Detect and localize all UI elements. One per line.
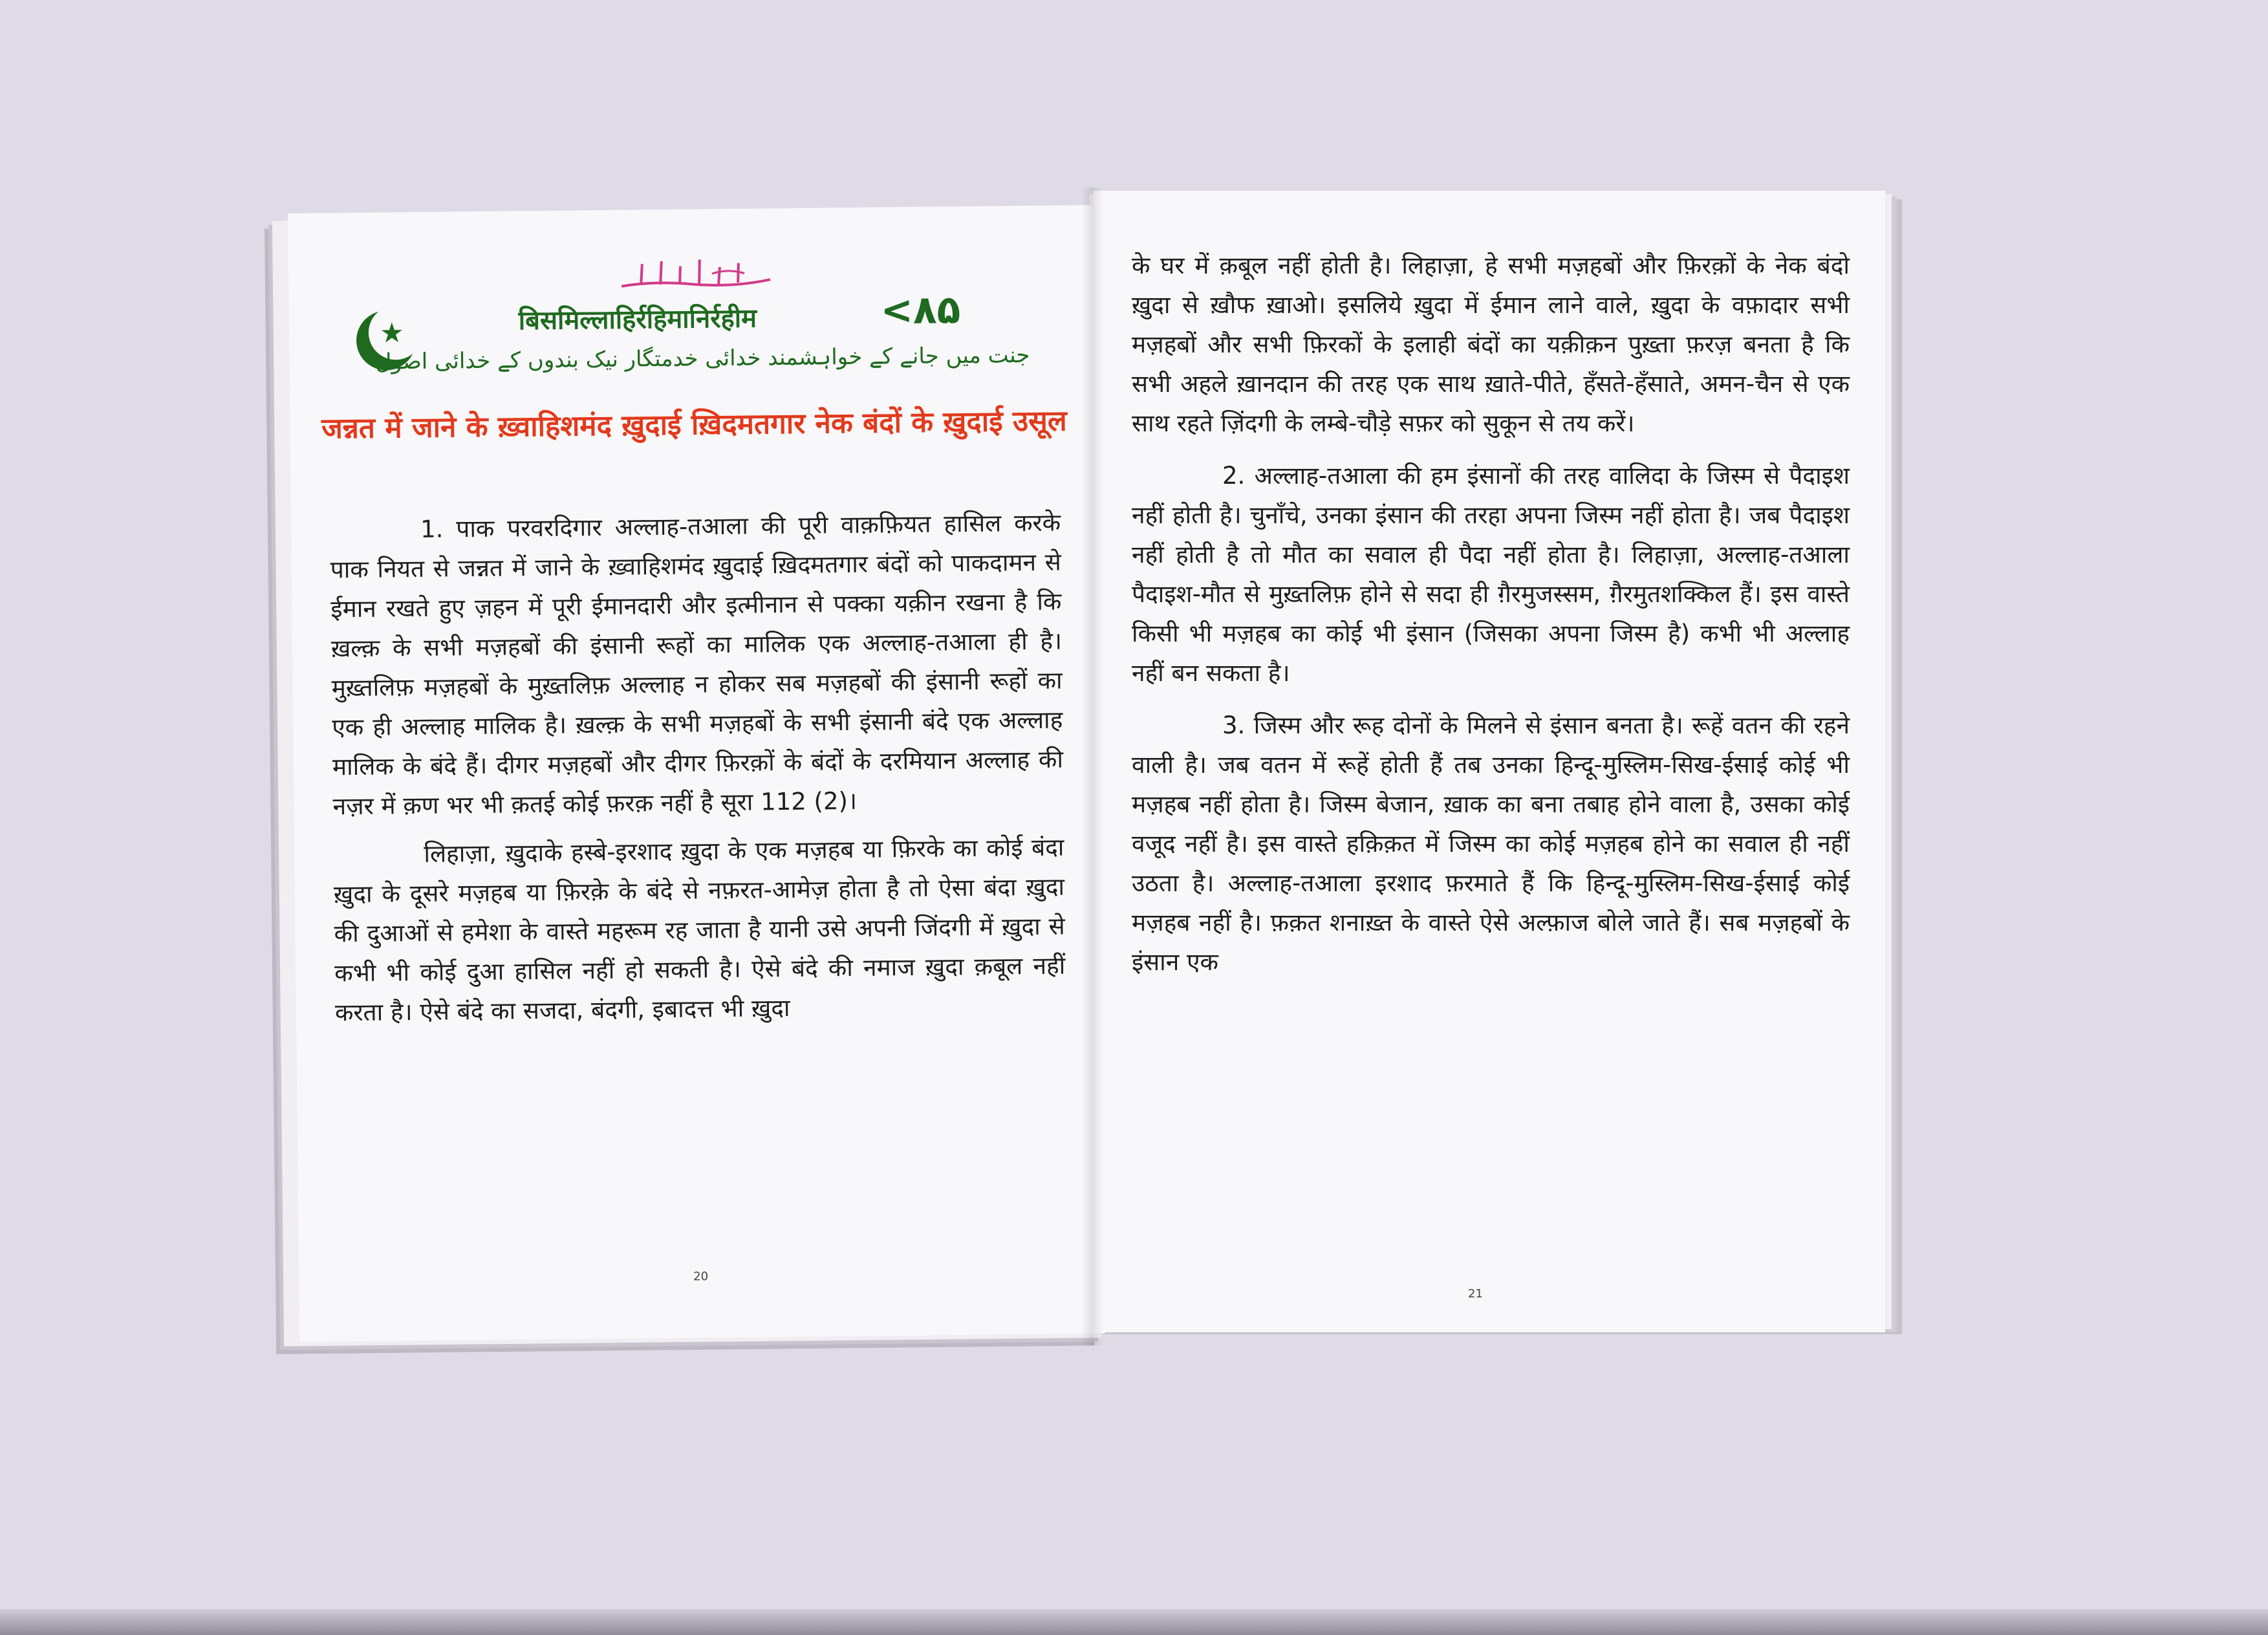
chapter-code: <۸۵ — [880, 287, 961, 334]
right-body-text — [1132, 246, 1850, 982]
bismillah-transliteration: बिसमिल्लाहिर्रहिमानिर्रहीम — [518, 303, 757, 336]
bismillah-calligraphy-icon — [615, 254, 777, 294]
left-page — [288, 205, 1105, 1342]
paragraph: 3. जिस्म और रूह दोनों के मिलने से इंसान बनता है। रूहें वतन की रहने वाली है। जब वतन में रूहें होती हैं तब उनका हिन्दू-मुस्लिम-सिख-ईसाई कोई भी मज़हब नहीं होता है। जिस्म बेजान, ख़ाक का बना तबाह होने वाला है, उसका कोई वजूद नहीं है। इस वास्ते हक़िक़त में जिस्म का कोई मज़हब होने का सवाल ही नहीं उठता है। अल्लाह-तआला इरशाद फ़रमाते हैं कि हिन्दू-मुस्लिम-सिख-ईसाई कोई मज़हब नहीं है। फ़क़त शनाख़्त के वास्ते ऐसे अल्फ़ाज बोले जाते हैं। सब मज़हबों के इंसान एक — [1132, 711, 1850, 976]
paragraph: 2. अल्लाह-तआला की हम इंसानों की तरह वालिदा के जिस्म से पैदाइश नहीं होती है। चुनाँचे, उनका इंसान की तरहा अपना जिस्म नहीं होता है। जब पैदाइश नहीं होती है तो मौत का सवाल ही पैदा नहीं होता है। लिहाज़ा, अल्लाह-तआला पैदाइश-मौत से मुख़्तलिफ़ होने से सदा ही ग़ैरमुजस्सम, ग़ैरमुतशक्किल हैं। इस वास्ते किसी भी मज़हब का कोई भी इंसान (जिसका अपना जिस्म है) कभी भी अल्लाह नहीं बन सकता है। — [1132, 462, 1850, 687]
book-gutter — [1081, 188, 1103, 1345]
urdu-subtitle: جنت میں جانے کے خواہشمند خدائی خدمتگار نیک بندوں کے خدائی اصول — [375, 341, 1030, 375]
scanner-edge — [0, 1609, 2268, 1635]
paragraph: के घर में क़बूल नहीं होती है। लिहाज़ा, हे सभी मज़हबों और फ़िरक़ों के नेक बंदो ख़ुदा से ख़ौफ ख़ाओ। इसलिये ख़ुदा में ईमान लाने वाले, ख़ुदा के वफ़ादार सभी मज़हबों और सभी फ़िरकों के इलाही बंदों का यक़ीक़न पुख़्ता फ़रज़ बनता है कि सभी अहले ख़ानदान की तरह एक साथ ख़ाते-पीते, हँसते-हँसाते, अमन-चैन से एक साथ रहते ज़िंदगी के लम्बे-चौड़े सफ़र को सुकून से तय करें। — [1132, 252, 1850, 437]
left-body-text — [330, 503, 1066, 1033]
right-page — [1093, 191, 1885, 1332]
page-header — [349, 224, 1063, 400]
paragraph: 1. पाक परवरदिगार अल्लाह-तआला की पूरी वाक़फ़ियत हासिल करके पाक नियत से जन्नत में जाने के ख़्वाहिशमंद ख़ुदाई ख़िदमतगार बंदों को पाकदामन से ईमान रखते हुए ज़हन में पूरी ईमानदारी और इत्मीनान से पक्का यक़ीन रखना है कि ख़ल्क़ के सभी मज़हबों की इंसानी रूहों का मालिक एक अल्लाह-तआला ही है। मुख़्तलिफ़ मज़हबों के मुख़्तलिफ़ अल्लाह न होकर सब मज़हबों की इंसानी रूहों का एक ही अल्लाह मालिक है। ख़ल्क़ के सभी मज़हबों के सभी इंसानी बंदे एक अल्लाह मालिक के बंदे हैं। दीगर मज़हबों और दीगर फ़िरक़ों के बंदों के दरमियान अल्लाह की नज़र में क़ण भर भी क़तई कोई फ़रक़ नहीं है सूरा 112 (2)। — [330, 508, 1064, 821]
page-number: 21 — [1468, 1287, 1483, 1301]
paragraph: लिहाज़ा, ख़ुदाके हस्बे-इरशाद ख़ुदा के एक मज़हब या फ़िरके का कोई बंदा ख़ुदा के दूसरे मज़हब या फ़िरक़े के बंदे से नफ़रत-आमेज़ होता है तो ऐसा बंदा ख़ुदा की दुआओं से हमेशा के वास्ते महरूम रह जाता है यानी उसे अपनी जिंदगी में ख़ुदा से कभी भी कोई दुआ हासिल नहीं हो सकती है। ऐसे बंदे की नमाज ख़ुदा क़बूल नहीं करता है। ऐसे बंदे का सजदा, बंदगी, इबादत्त भी ख़ुदा — [333, 833, 1066, 1027]
page-title: जन्नत में जाने के ख़्वाहिशमंद ख़ुदाई ख़िदमतगार नेक बंदों के ख़ुदाई उसूल — [321, 404, 1067, 446]
page-number: 20 — [693, 1270, 709, 1284]
